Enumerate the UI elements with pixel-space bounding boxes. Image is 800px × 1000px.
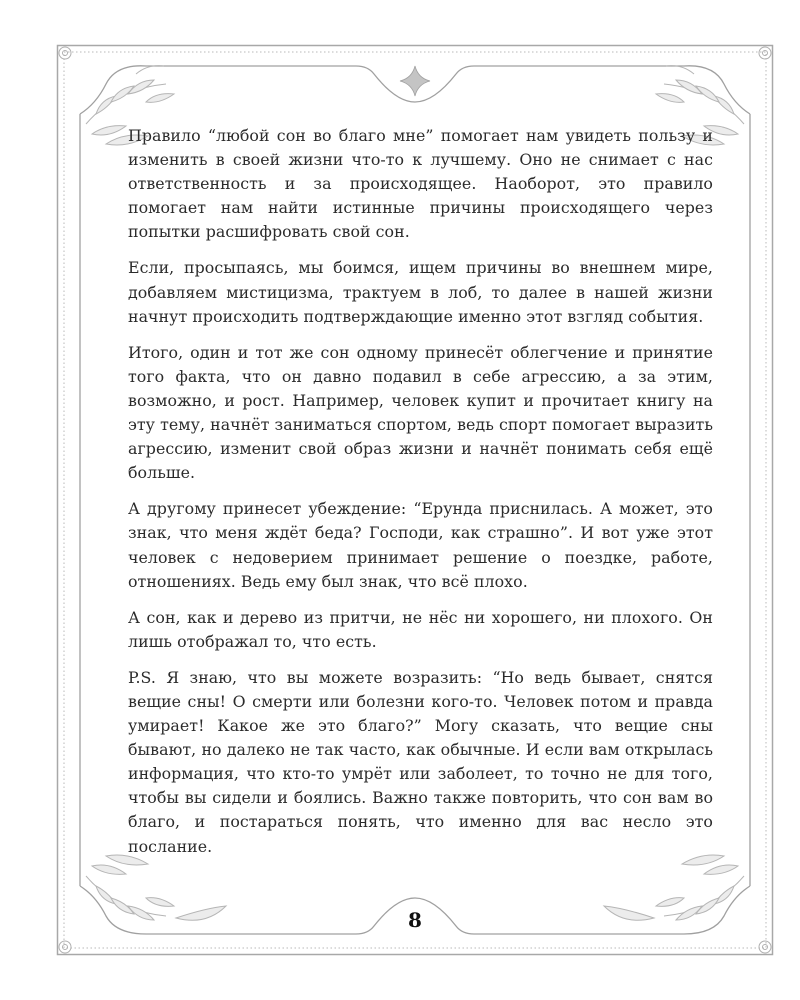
paragraph-4: А другому принесет убеждение: “Ерунда приснилась. А может, это знак, что меня ждёт беда? Господи, как страшно”. И вот уже этот человек с недоверием принимает решение о поездке, работе, отношениях. Ведь ему был знак, что всё плохо.: [128, 499, 713, 591]
paragraph-1: Правило “любой сон во благо мне” помогает нам увидеть пользу и изменить в своей жизни что-то к лучшему. Оно не снимает с нас ответственность и за происходящее. Наоборот, это правило помогает нам найти истинные причины происходящего через попытки расшифровать свой сон.: [128, 126, 713, 242]
paragraph-6: P.S. Я знаю, что вы можете возразить: “Но ведь бывает, снятся вещие сны! О смерти или болезни кого-то. Человек потом и правда умирает! Какое же это благо?” Могу сказать, что вещие сны бывают, но далеко не так часто, как обычные. И если вам открылась информация, что кто-то умрёт или заболеет, то точно не для того, чтобы вы сидели и боялись. Важно также повторить, что сон вам во благо, и постараться понять, что именно для вас несло это послание.: [128, 667, 713, 856]
book-page: [56, 44, 774, 956]
paragraph-2: Если, просыпаясь, мы боимся, ищем причины во внешнем мире, добавляем мистицизма, трактуем в лоб, то далее в нашей жизни начнут происходить подтверждающие именно этот взгляд события.: [128, 258, 713, 326]
paragraph-5: А сон, как и дерево из притчи, не нёс ни хорошего, ни плохого. Он лишь отображал то, что есть.: [128, 607, 713, 651]
page-number: 8: [408, 908, 422, 932]
paragraph-3: Итого, один и тот же сон одному принесёт облегчение и принятие того факта, что он давно подавил в себе агрессию, а за этим, возможно, и рост. Например, человек купит и прочитает книгу на эту тему, начнёт заниматься спортом, ведь спорт помогает выразить агрессию, изменит свой образ жизни и начнёт понимать себя ещё больше.: [128, 342, 713, 483]
body-text: [128, 124, 713, 871]
four-point-star-icon: [400, 66, 430, 96]
